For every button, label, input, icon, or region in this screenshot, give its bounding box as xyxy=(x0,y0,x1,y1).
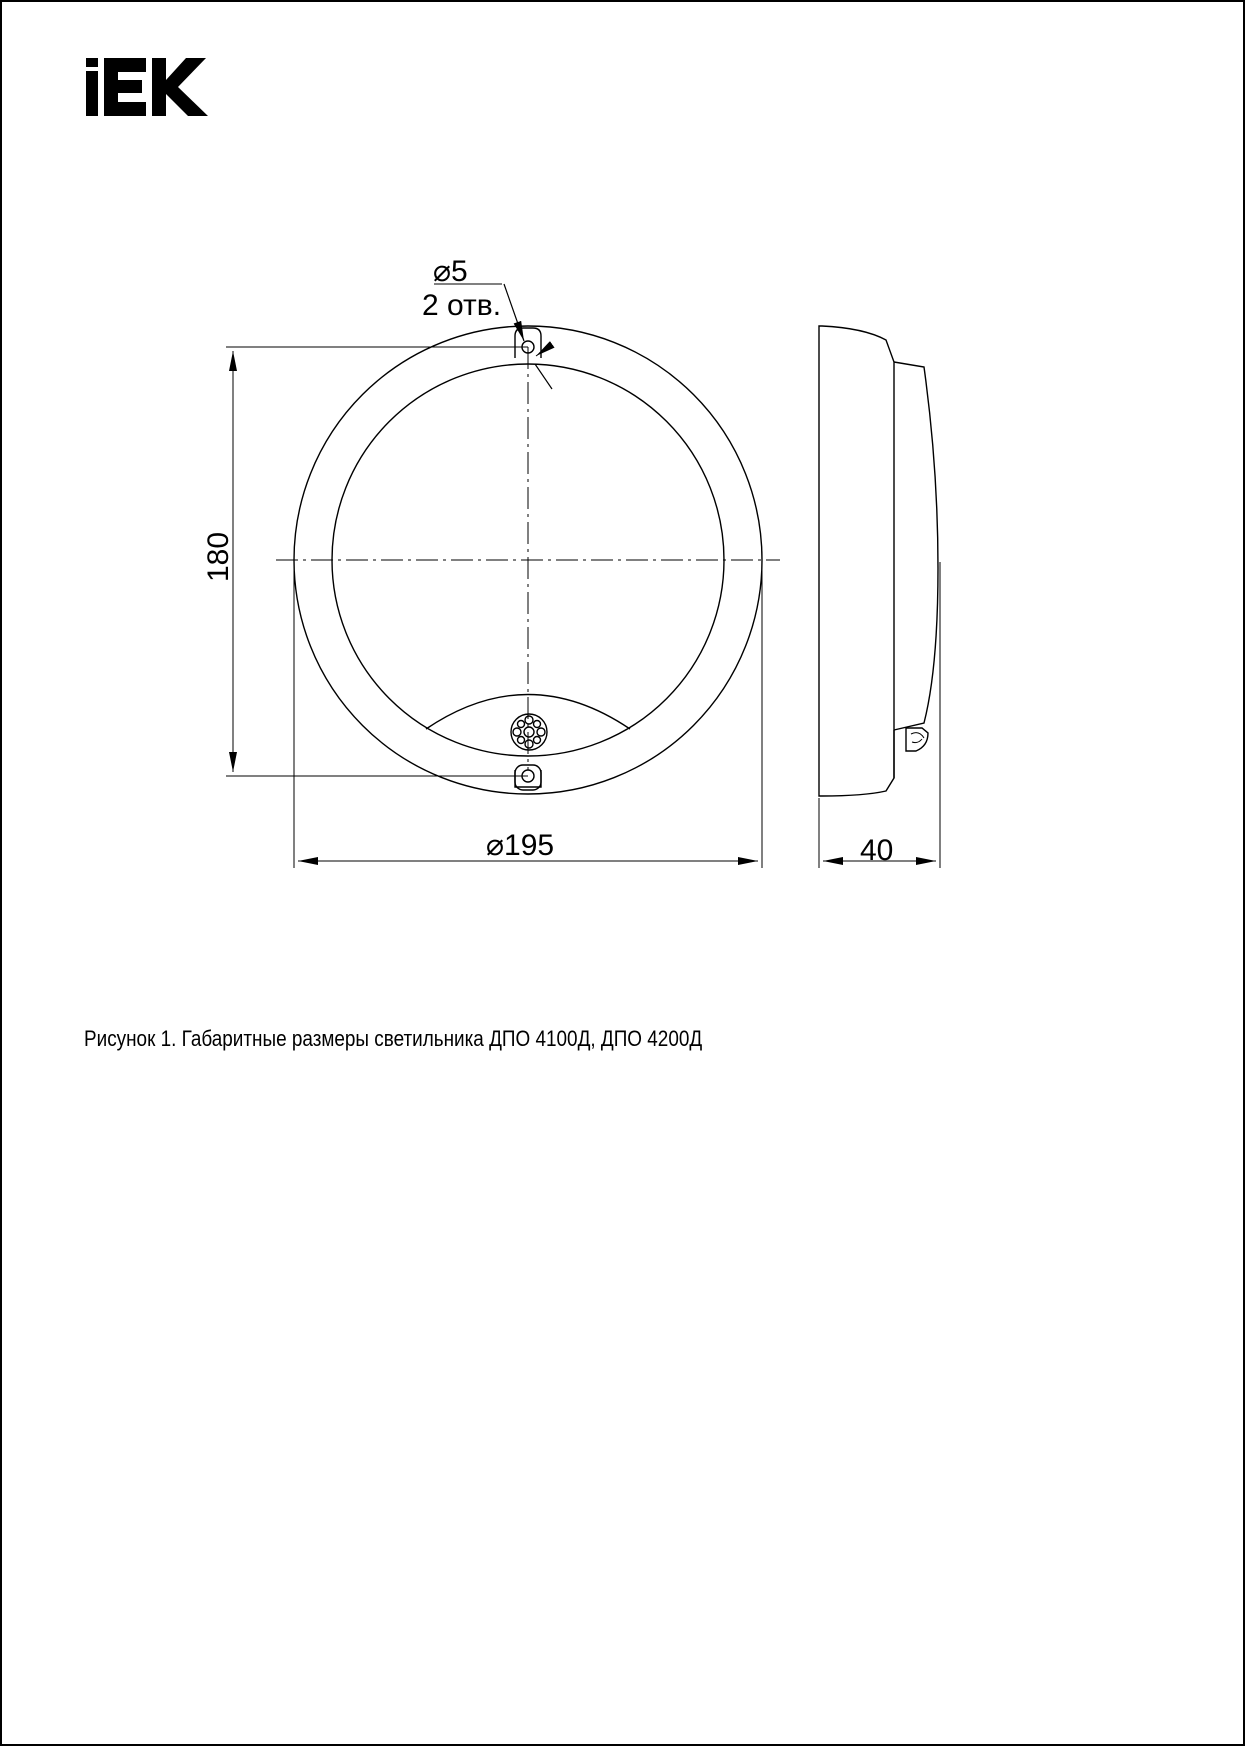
diameter-dimension-label: ⌀195 xyxy=(486,829,555,862)
side-view-sensor-detail xyxy=(912,739,922,743)
side-view-sensor-lens xyxy=(911,733,924,738)
height-dimension-label: 180 xyxy=(202,531,235,582)
side-view-base xyxy=(819,326,894,796)
motion-sensor-icon xyxy=(511,714,547,750)
hole-diameter-label: ⌀5 xyxy=(433,255,468,288)
luminaire-dimension-drawing xyxy=(2,2,1245,1002)
hole-leader-line xyxy=(504,284,524,341)
hole-count-label: 2 отв. xyxy=(422,289,502,322)
side-view-sensor xyxy=(906,728,928,751)
side-view-diffuser xyxy=(894,362,938,730)
hole-leader-arrow-lower xyxy=(536,346,550,356)
bottom-mounting-lug xyxy=(515,770,541,787)
depth-dimension-label: 40 xyxy=(860,834,894,867)
figure-caption: Рисунок 1. Габаритные размеры светильника ДПО 4100Д, ДПО 4200Д xyxy=(84,1026,703,1051)
hole-leader-tail xyxy=(535,364,552,389)
